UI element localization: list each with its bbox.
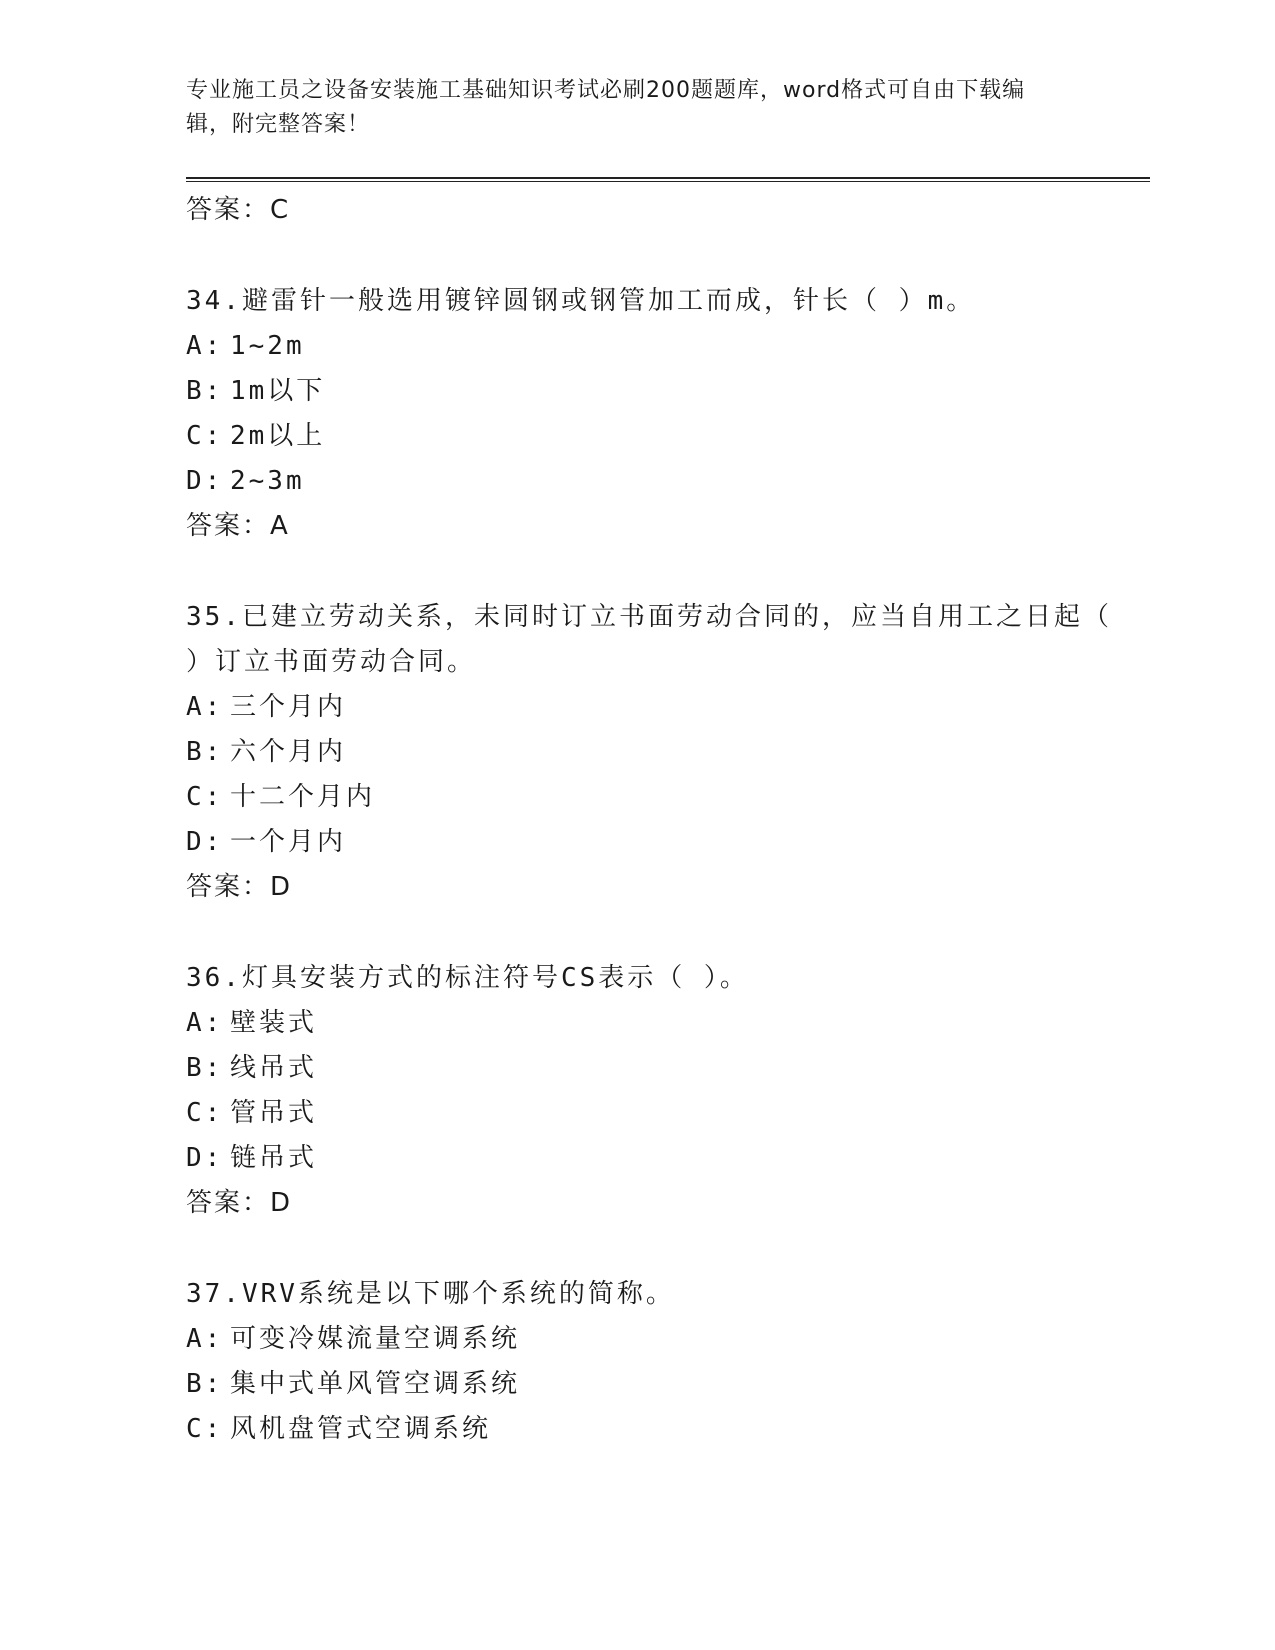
option-letter: C: — [186, 421, 224, 451]
option-text: 线吊式 — [230, 1053, 318, 1083]
option-a — [186, 324, 1126, 369]
option-b — [186, 1362, 1126, 1407]
option-b — [186, 730, 1126, 775]
answer-line: 答案：D — [186, 872, 293, 902]
option-text: 2~3m — [230, 466, 305, 496]
option-d — [186, 1136, 1126, 1181]
option-b — [186, 369, 1126, 414]
option-letter: B: — [186, 737, 224, 767]
document-header: 专业施工员之设备安装施工基础知识考试必刷200题题库，word格式可自由下载编辑，附完整答案！ — [186, 78, 1026, 137]
option-c — [186, 1091, 1126, 1136]
question-content — [186, 188, 1126, 1452]
option-c — [186, 414, 1126, 459]
option-c — [186, 1407, 1126, 1452]
option-letter: D: — [186, 1143, 224, 1173]
option-d — [186, 820, 1126, 865]
option-letter: C: — [186, 1098, 224, 1128]
option-d — [186, 459, 1126, 504]
question-block — [186, 956, 1126, 1226]
option-text: 一个月内 — [230, 827, 347, 857]
header-divider — [186, 177, 1150, 182]
option-text: 1~2m — [230, 331, 305, 361]
option-c — [186, 775, 1126, 820]
question-text: 34.避雷针一般选用镀锌圆钢或钢管加工而成，针长（ ）m。 — [186, 286, 976, 316]
option-letter: B: — [186, 1053, 224, 1083]
option-a — [186, 1317, 1126, 1362]
question-block — [186, 1272, 1126, 1452]
question-text: 37.VRV系统是以下哪个系统的简称。 — [186, 1279, 675, 1309]
option-text: 风机盘管式空调系统 — [230, 1414, 492, 1444]
option-letter: B: — [186, 376, 224, 406]
question-text: 36.灯具安装方式的标注符号CS表示（ ）。 — [186, 963, 749, 993]
option-text: 1m以下 — [230, 376, 326, 406]
option-text: 六个月内 — [230, 737, 347, 767]
option-letter: C: — [186, 782, 224, 812]
answer-line: 答案：D — [186, 1188, 293, 1218]
option-letter: A: — [186, 1008, 224, 1038]
option-text: 链吊式 — [230, 1143, 318, 1173]
option-letter: A: — [186, 331, 224, 361]
option-letter: D: — [186, 466, 224, 496]
option-text: 三个月内 — [230, 692, 347, 722]
option-text: 管吊式 — [230, 1098, 318, 1128]
option-text: 壁装式 — [230, 1008, 318, 1038]
question-block — [186, 595, 1126, 910]
option-text: 十二个月内 — [230, 782, 376, 812]
option-letter: C: — [186, 1414, 224, 1444]
option-b — [186, 1046, 1126, 1091]
option-letter: A: — [186, 692, 224, 722]
option-letter: D: — [186, 827, 224, 857]
option-text: 2m以上 — [230, 421, 326, 451]
question-block — [186, 279, 1126, 549]
option-letter: B: — [186, 1369, 224, 1399]
option-a — [186, 685, 1126, 730]
answer-line: 答案：A — [186, 511, 290, 541]
option-letter: A: — [186, 1324, 224, 1354]
option-text: 集中式单风管空调系统 — [230, 1369, 521, 1399]
previous-answer: 答案：C — [186, 195, 291, 225]
option-a — [186, 1001, 1126, 1046]
option-text: 可变冷媒流量空调系统 — [230, 1324, 521, 1354]
question-text: 35.已建立劳动关系，未同时订立书面劳动合同的，应当自用工之日起（ ）订立书面劳动合同。 — [186, 602, 1112, 677]
